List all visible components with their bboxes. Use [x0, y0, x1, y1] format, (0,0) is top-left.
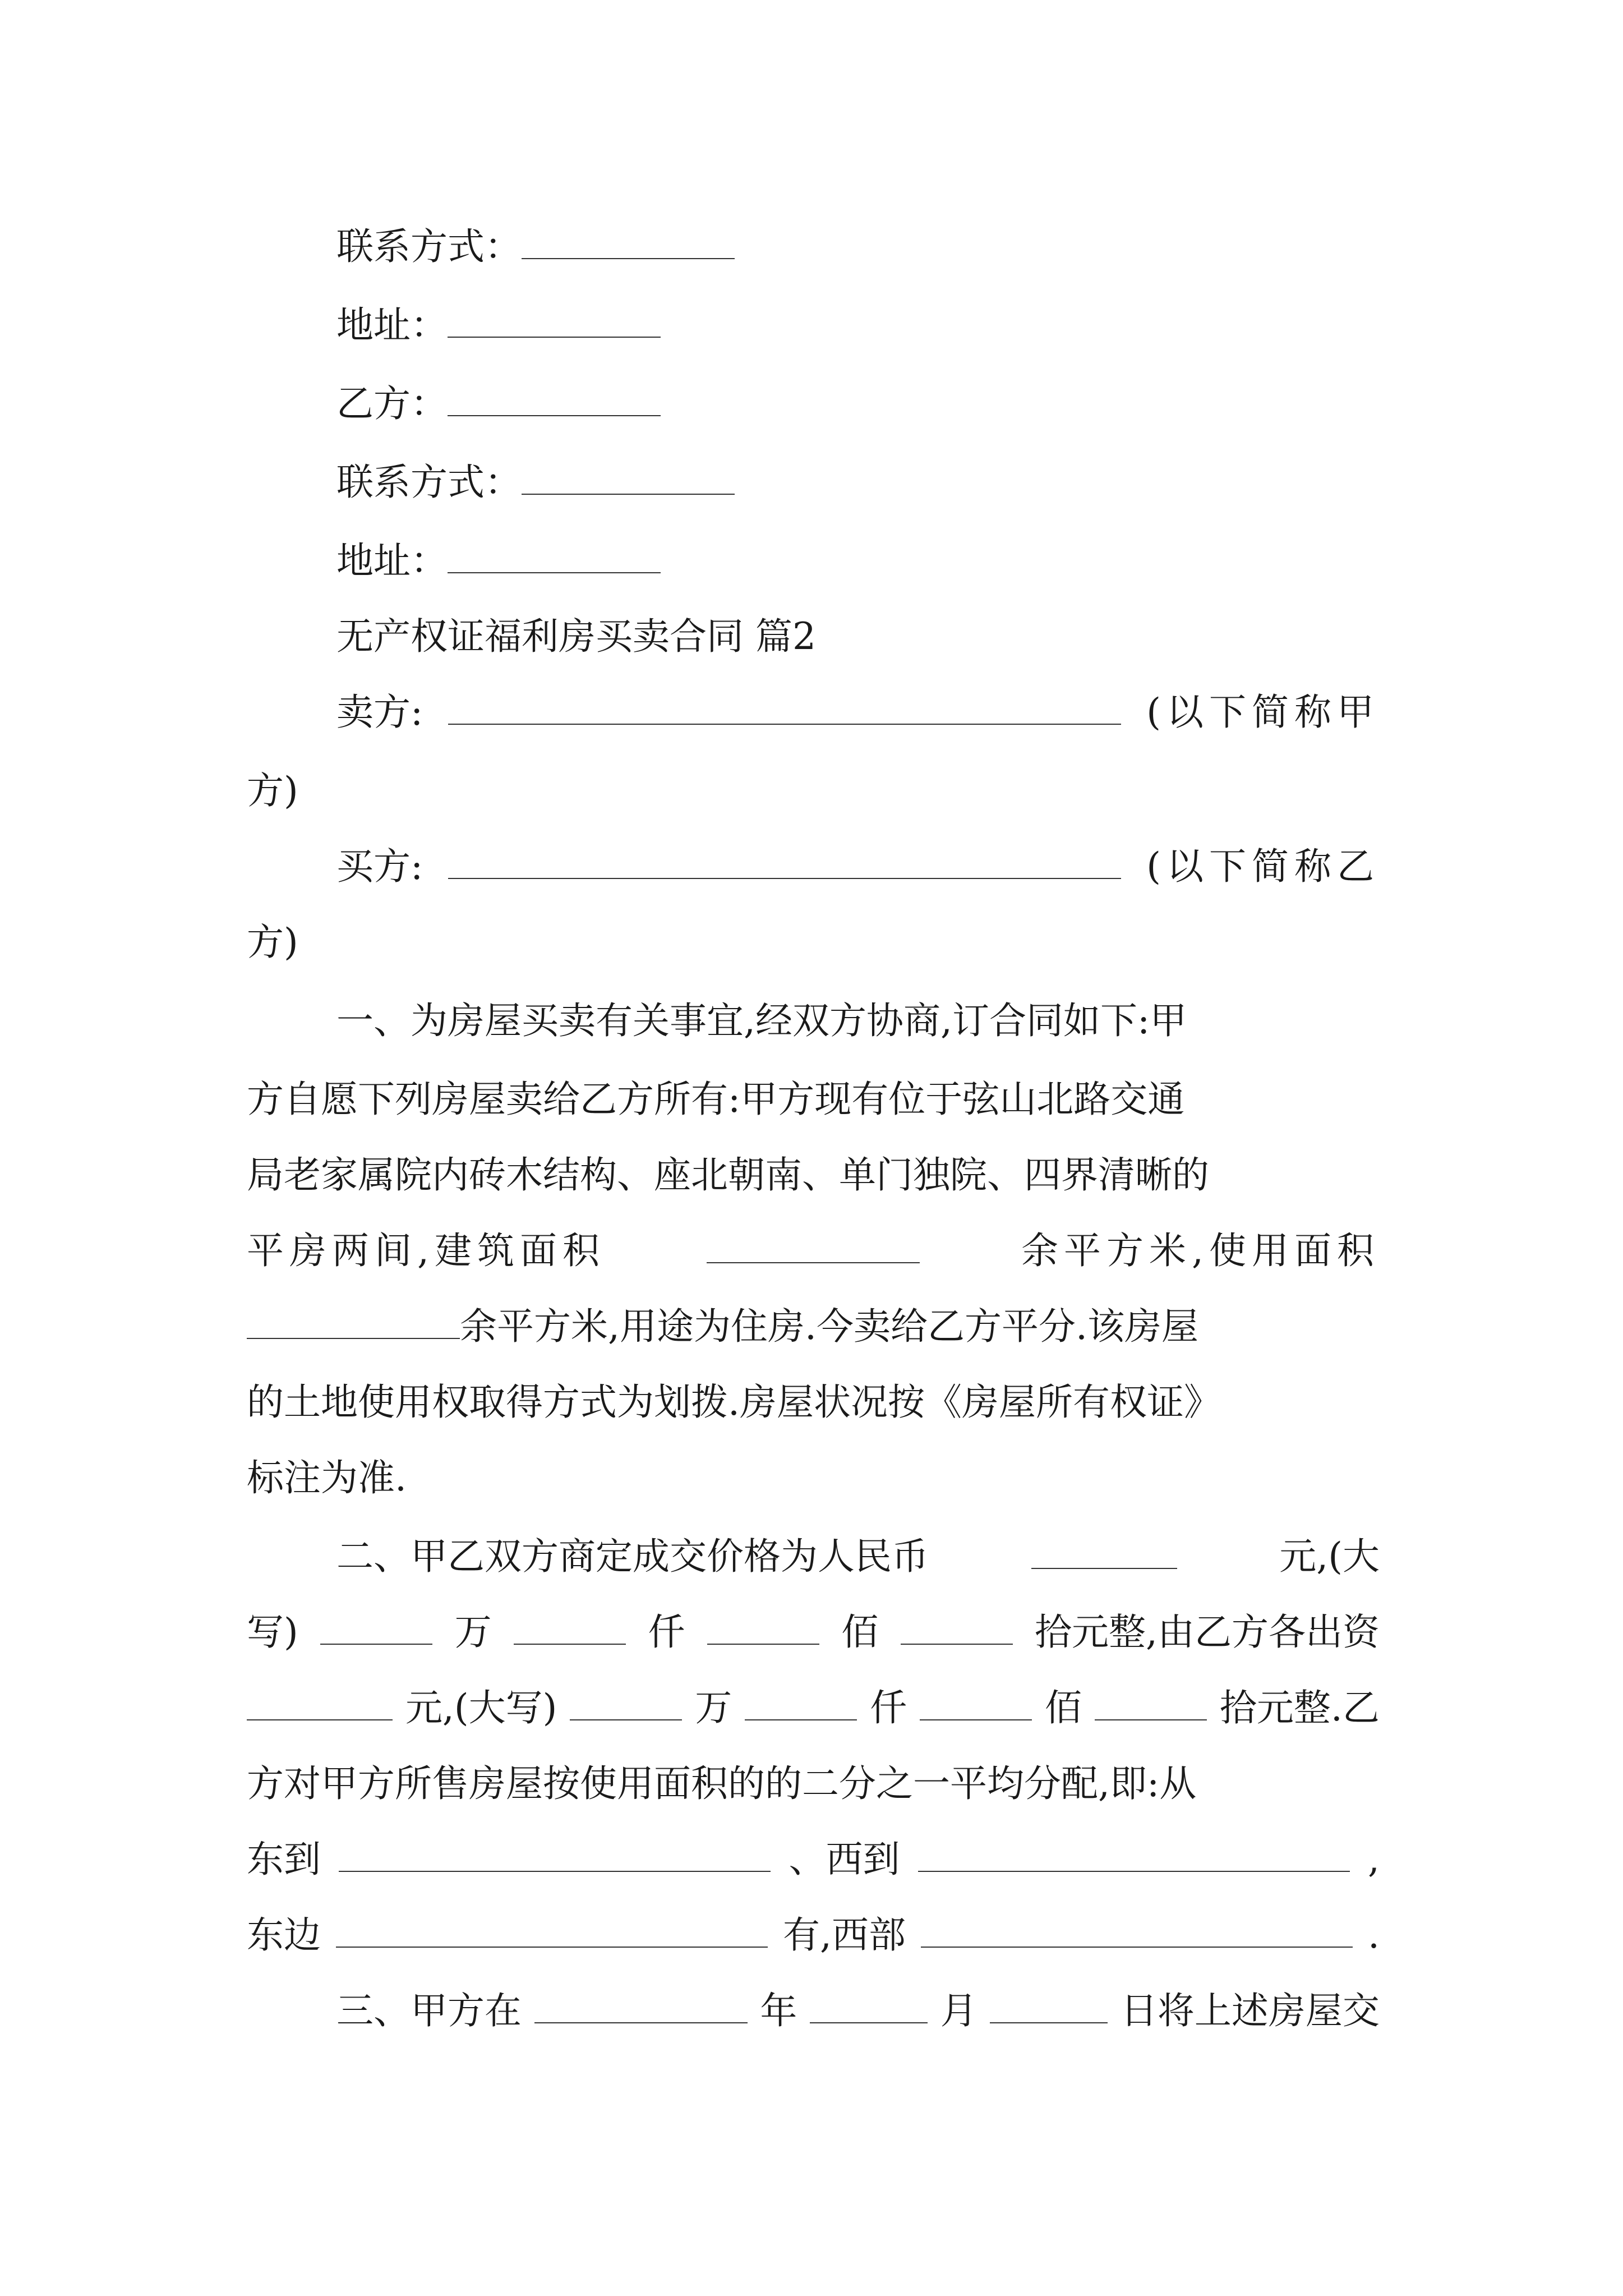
seller-suffix: (以下简称甲	[1146, 691, 1380, 734]
day-blank[interactable]	[990, 1990, 1108, 2023]
usable-area-blank[interactable]	[247, 1305, 460, 1339]
clause1-line7: 标注为准.	[247, 1456, 407, 1499]
shi-blank[interactable]	[1095, 1687, 1207, 1720]
seller-wrap-line: 方)	[247, 769, 298, 812]
party-b-label: 乙方：	[336, 382, 448, 425]
bai-blank[interactable]	[707, 1611, 819, 1645]
buyer-wrap-line: 方)	[247, 921, 298, 964]
month-blank[interactable]	[810, 1990, 928, 2023]
contact-label: 联系方式：	[336, 461, 522, 504]
address-label: 地址：	[336, 539, 448, 582]
clause2-line5: 东到 、西到 ,	[247, 1838, 1380, 1881]
wan-blank[interactable]	[320, 1611, 432, 1645]
contact-blank[interactable]	[522, 461, 735, 495]
address-blank[interactable]	[448, 304, 661, 338]
buyer-label: 买方:	[336, 845, 423, 888]
clause2-line4: 方对甲方所售房屋按使用面积的的二分之一平均分配,即:从	[247, 1762, 1197, 1805]
clause1-line2: 方自愿下列房屋卖给乙方所有:甲方现有位于弦山北路交通	[247, 1078, 1185, 1121]
address-label: 地址：	[336, 303, 448, 347]
bai-blank[interactable]	[920, 1687, 1032, 1720]
address-line-2	[336, 527, 1380, 595]
buyer-blank[interactable]	[448, 845, 1121, 879]
contact-blank[interactable]	[522, 226, 735, 259]
party-b-blank[interactable]	[448, 383, 661, 416]
buyer-suffix: (以下简称乙	[1146, 845, 1380, 888]
building-area-blank[interactable]	[707, 1230, 920, 1263]
east-to-blank[interactable]	[339, 1838, 771, 1872]
clause2-line2: 写) 万 仟 佰 拾元整,由乙方各出资	[247, 1611, 1380, 1654]
seller-blank[interactable]	[448, 691, 1121, 725]
buyer-line	[336, 833, 1380, 900]
clause1-line6: 的土地使用权取得方式为划拨.房屋状况按《房屋所有权证》	[247, 1381, 1221, 1424]
west-to-blank[interactable]	[918, 1838, 1350, 1872]
price-blank[interactable]	[1031, 1535, 1177, 1569]
contact-line-2	[336, 449, 1380, 516]
qian-blank[interactable]	[745, 1687, 857, 1720]
seller-line	[336, 679, 1380, 746]
clause3-line1: 三、甲方在 年 月 日将上述房屋交	[336, 1989, 1380, 2032]
clause2-line1: 二、甲乙双方商定成交价格为人民币 元,(大	[336, 1535, 1380, 1578]
address-blank[interactable]	[448, 540, 661, 573]
east-side-blank[interactable]	[336, 1914, 768, 1948]
shi-blank[interactable]	[901, 1611, 1013, 1645]
address-line-1	[336, 292, 1380, 359]
clause2-line6: 东边 有,西部 .	[247, 1913, 1380, 1957]
west-part-blank[interactable]	[921, 1914, 1353, 1948]
seller-label: 卖方:	[336, 691, 423, 734]
clause1-line4: 平房两间,建筑面积 余平方米,使用面积	[247, 1229, 1380, 1272]
clause1-line3: 局老家属院内砖木结构、座北朝南、单门独院、四界清晰的	[247, 1153, 1209, 1197]
year-blank[interactable]	[534, 1990, 748, 2023]
wan-blank[interactable]	[570, 1687, 682, 1720]
clause1-line5: 余平方米,用途为住房.今卖给乙方平分.该房屋	[247, 1293, 1380, 1360]
contact-label: 联系方式：	[336, 225, 522, 268]
contact-line-1	[336, 213, 1380, 280]
section-title: 无产权证福利房买卖合同 篇2	[336, 615, 816, 658]
party-b-line	[336, 370, 1380, 438]
clause2-line3: 元,(大写) 万 仟 佰 拾元整.乙	[247, 1674, 1380, 1742]
qian-blank[interactable]	[514, 1611, 626, 1645]
clause1-line1: 一、为房屋买卖有关事宜,经双方协商,订合同如下:甲	[336, 999, 1187, 1042]
contribution-blank[interactable]	[247, 1687, 393, 1720]
